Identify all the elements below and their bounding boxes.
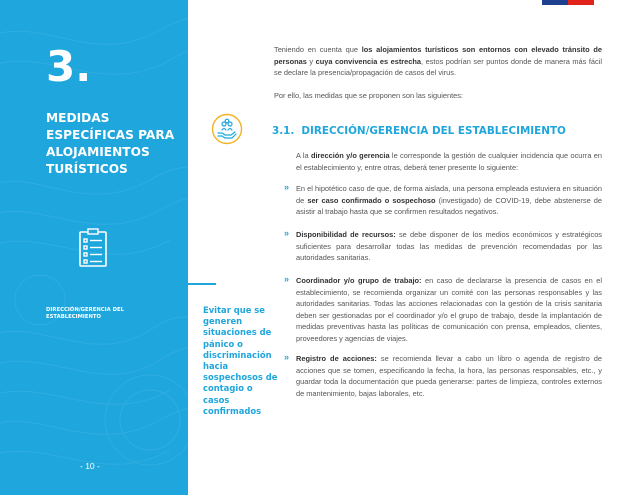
double-chevron-icon: » — [284, 228, 290, 238]
sidebar-caption: DIRECCIÓN/GERENCIA DEL ESTABLECIMIENTO — [46, 307, 124, 320]
section-title: DIRECCIÓN/GERENCIA DEL ESTABLECIMIENTO — [301, 125, 566, 137]
chapter-title: MEDIDAS ESPECÍFICAS PARA ALOJAMIENTOS TURÍSTICOS — [46, 111, 175, 176]
list-item: » Coordinador y/o grupo de trabajo: en caso de declararse la presencia de casos en el establecimiento, se recomienda organizar un comité con las personas responsables y las autoridades sanitarias. Todas las acciones relacionadas con la gestión de la crisis sanitaria deben ser gestionadas por el coordinador y/o el grupo de trabajo, desde la implantación de medidas preventivas hasta las políticas de comunicación con prensa, empleados, clientes, proveedores y agencias de viajes. — [284, 274, 602, 343]
section-heading — [272, 125, 602, 137]
hand-care-icon — [211, 113, 243, 145]
flag-blue-segment — [542, 0, 568, 5]
sidebar — [0, 0, 188, 495]
chapter-number: 3. — [46, 42, 92, 91]
checklist-icon — [78, 228, 108, 268]
double-chevron-icon: » — [284, 182, 290, 192]
double-chevron-icon: » — [284, 274, 290, 284]
intro-paragraph-2: Por ello, las medidas que se proponen son las siguientes: — [274, 91, 463, 100]
page-number: - 10 - — [80, 461, 100, 471]
list-item: » En el hipotético caso de que, de forma aislada, una persona empleada estuviera en situación de ser caso confirmado o sospechoso (investigado) de COVID-19, debe abstenerse de asistir al trabajo hasta que se confirmen resultados negativos. — [284, 182, 602, 217]
callout-text: Evitar que se generen situaciones de pánico o discriminación hacia sospechosos de contagio o casos confirmados — [203, 305, 278, 416]
divider-line — [188, 283, 216, 285]
list-item: » Disponibilidad de recursos: se debe disponer de los medios económicos y estratégicos suficientes para desarrollar todas las medidas de prevención recomendadas por las autoridades sanitarias. — [284, 228, 602, 263]
flag-red-segment — [568, 0, 594, 5]
double-chevron-icon: » — [284, 352, 290, 362]
section-intro: A la dirección y/o gerencia le corresponde la gestión de cualquier incidencia que ocurra en el establecimiento y, entre otras, deberá tener presente lo siguiente: — [296, 151, 602, 172]
section-number: 3.1. — [272, 125, 295, 137]
intro-paragraph: Teniendo en cuenta que los alojamientos turísticos son entornos con elevado tránsito de personas y cuya convivencia es estrecha, estos podrían ser puntos donde de manera más fácil se declare la presencia/propagación de casos del virus. — [274, 45, 602, 78]
flag-bar — [542, 0, 594, 5]
list-item: » Registro de acciones: se recomienda llevar a cabo un libro o agenda de registro de acciones que se tomen, especificando la fecha, la hora, las personas responsables, etc., y guardar toda la documentación que pueda generarse: partes de limpieza, controles externos de mantenimiento, bajas laborales, etc. — [284, 352, 603, 398]
